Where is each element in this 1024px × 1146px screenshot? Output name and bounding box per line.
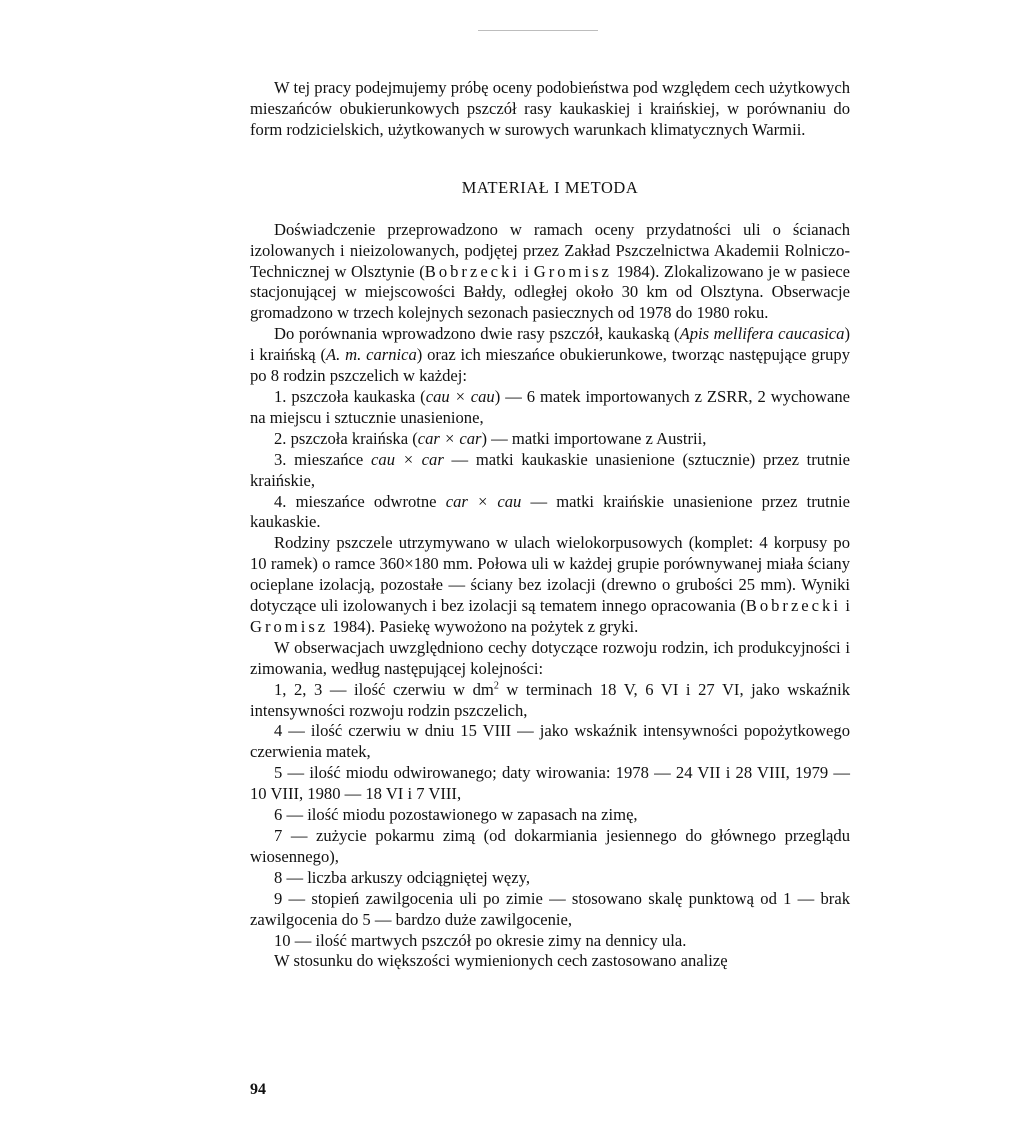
trait-item-9: 9 — stopień zawilgocenia uli po zimie — stosowano skalę punktową od 1 — brak zawilgocenia do 5 — bardzo duże zawilgocenie,: [250, 888, 850, 929]
trait-item-10: 10 — ilość martwych pszczół po okresie zimy na dennicy ula.: [274, 930, 687, 950]
intro-paragraph: W tej pracy podejmujemy próbę oceny podobieństwa pod względem cech użytkowych mieszańców obukierunkowych pszczół rasy kaukaskiej i kraińskiej, w porównaniu do form rodzicielskich, użytkowanych w surowych warunkach klimatycznych Warmii.: [250, 78, 850, 139]
spacer: [250, 198, 850, 220]
text-run: — matki kaukaskie unasienione (sztucznie) przez trutnie kraińskie,: [250, 449, 850, 490]
text-run: Do porównania wprowadzono dwie rasy pszczół, kaukaską (: [274, 324, 680, 344]
text-run: Doświadczenie przeprowadzono w ramach oceny przydatności uli o ścianach izolowanych i nieizolowanych, podjętej przez Zakład Pszczelnictwa Akademii Rolniczo-Technicznej w Olsztynie (: [250, 219, 850, 281]
author-name: Gromisz: [533, 261, 612, 281]
text-run: ) i kraińską (: [250, 324, 850, 365]
group-item-4: [250, 492, 850, 534]
text-run: Rodziny pszczele utrzymywano w ulach wielokorpusowych (komplet: 4 korpusy po 10 ramek) o ramce 360×180 mm. Połowa uli w każdej grupie porównywanej miała ściany ocieplane izolacją, pozostałe — ściany bez izolacji (drewno o grubości 25 mm). Wyniki dotyczące uli izolowanych i bez izolacji są tematem innego opracowania (: [250, 533, 850, 616]
superscript: 2: [493, 680, 499, 692]
text-run: 1984). Pasiekę wywożono na pożytek z gryki.: [328, 616, 639, 636]
author-name: Bobrzecki: [745, 596, 841, 616]
cross-formula: cau × cau: [425, 386, 495, 406]
trait-item-1-3: [250, 680, 850, 722]
page-number: 94: [250, 1081, 266, 1098]
paragraph-hives: [250, 533, 850, 638]
text-run: 1, 2, 3 — ilość czerwiu w dm: [274, 679, 494, 699]
text-run: ) oraz ich mieszańce obukierunkowe, tworząc następujące grupy po 8 rodzin pszczelich w każdej:: [250, 345, 851, 386]
author-name: Bobrzecki: [424, 261, 520, 281]
spacer: [250, 141, 850, 178]
trait-item-8: 8 — liczba arkuszy odciągniętej węzy,: [274, 867, 531, 887]
header-rule: [478, 30, 598, 31]
paragraph-analysis: W stosunku do większości wymienionych cech zastosowano analizę: [274, 951, 728, 971]
paragraph-experiment: [250, 220, 850, 325]
author-name: Gromisz: [250, 616, 329, 636]
trait-item-4: 4 — ilość czerwiu w dniu 15 VIII — jako wskaźnik intensywności popożytkowego czerwienia matek,: [250, 721, 850, 762]
text-run: 4. mieszańce odwrotne: [274, 491, 446, 511]
group-item-3: [250, 450, 850, 492]
page-body: [250, 78, 850, 972]
trait-item-6: 6 — ilość miodu pozostawionego w zapasach na zimę,: [274, 805, 638, 825]
text-run: 1. pszczoła kaukaska (: [274, 386, 426, 406]
paragraph-groups: [250, 324, 850, 387]
text-run: ) — 6 matek importowanych z ZSRR, 2 wychowane na miejscu i sztucznie unasienione,: [250, 386, 851, 427]
cross-formula: car × car: [417, 428, 482, 448]
text-run: 2. pszczoła kraińska (: [274, 428, 418, 448]
cross-formula: cau × car: [371, 449, 444, 469]
text-run: ) — matki importowane z Austrii,: [481, 428, 707, 448]
text-run: w terminach 18 V, 6 VI i 27 VI, jako wskaźnik intensywności rozwoju rodzin pszczelich,: [250, 679, 850, 720]
paragraph-observations: W obserwacjach uwzględniono cechy dotyczące rozwoju rodzin, ich produkcyjności i zimowania, według następującej kolejności:: [250, 637, 850, 678]
section-heading: MATERIAŁ I METODA: [461, 177, 639, 197]
latin-name: A. m. carnica: [326, 345, 417, 365]
group-item-1: [250, 387, 850, 429]
text-run: i: [840, 596, 850, 616]
text-run: 1984). Zlokalizowano je w pasiece stacjonującej w miejscowości Bałdy, odległej około 30 km od Olsztyna. Obserwacje gromadzono w trzech kolejnych sezonach pasiecznych od 1978 do 1980 roku.: [250, 261, 850, 323]
text-run: — matki kraińskie unasienione przez trutnie kaukaskie.: [250, 491, 850, 532]
group-item-2: [250, 429, 850, 450]
cross-formula: car × cau: [445, 491, 522, 511]
trait-item-5: 5 — ilość miodu odwirowanego; daty wirowania: 1978 — 24 VII i 28 VIII, 1979 — 10 VIII, 1980 — 18 VI i 7 VIII,: [250, 763, 850, 804]
text-run: i: [519, 261, 534, 281]
latin-name: Apis mellifera caucasica: [679, 324, 845, 344]
trait-item-7: 7 — zużycie pokarmu zimą (od dokarmiania jesiennego do głównego przeglądu wiosennego),: [250, 826, 850, 866]
text-run: 3. mieszańce: [274, 449, 372, 469]
